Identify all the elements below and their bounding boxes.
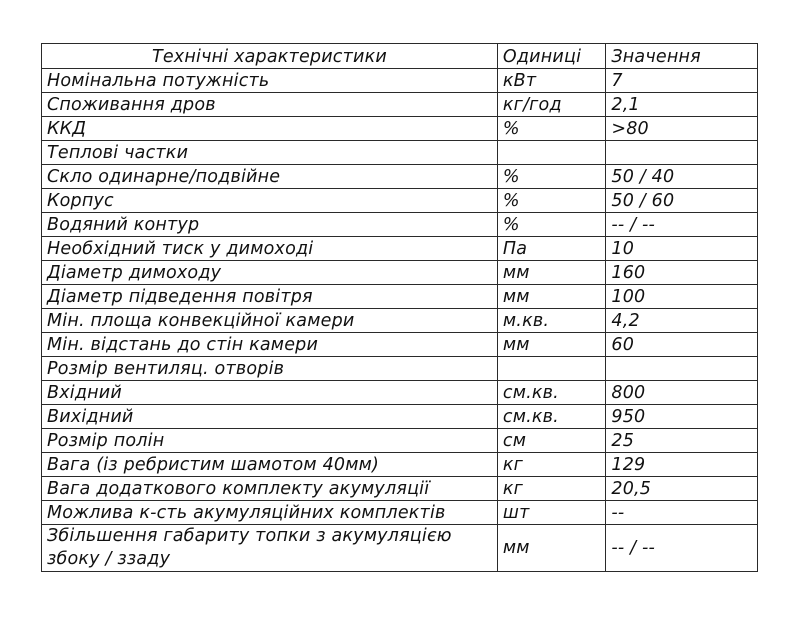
- header-parameter: Технічні характеристики: [42, 44, 498, 69]
- technical-specs-table: [41, 43, 758, 572]
- value-cell: >80: [606, 117, 758, 141]
- table-row: [42, 501, 758, 525]
- param-cell: Діаметр підведення повітря: [42, 285, 498, 309]
- param-cell: Вихідний: [42, 405, 498, 429]
- value-cell: 25: [606, 429, 758, 453]
- table-row: [42, 117, 758, 141]
- param-cell: Вхідний: [42, 381, 498, 405]
- value-cell: 800: [606, 381, 758, 405]
- unit-cell: [497, 357, 605, 381]
- param-cell: Скло одинарне/подвійне: [42, 165, 498, 189]
- unit-cell: шт: [497, 501, 605, 525]
- value-cell: 60: [606, 333, 758, 357]
- unit-cell: %: [497, 213, 605, 237]
- unit-cell: мм: [497, 285, 605, 309]
- header-unit: Одиниці: [497, 44, 605, 69]
- unit-cell: %: [497, 189, 605, 213]
- unit-cell: мм: [497, 261, 605, 285]
- param-cell: [42, 525, 498, 572]
- table-row-section: [42, 357, 758, 381]
- param-cell: Корпус: [42, 189, 498, 213]
- unit-cell: м.кв.: [497, 309, 605, 333]
- value-cell: 50 / 60: [606, 189, 758, 213]
- unit-cell: мм: [497, 525, 605, 572]
- table-row: [42, 285, 758, 309]
- param-line-2: збоку / ззаду: [47, 549, 171, 569]
- table-row: [42, 237, 758, 261]
- value-cell: 129: [606, 453, 758, 477]
- unit-cell: Па: [497, 237, 605, 261]
- table-row: [42, 477, 758, 501]
- param-line-1: Збільшення габариту топки з акумуляцією: [47, 526, 452, 546]
- unit-cell: см: [497, 429, 605, 453]
- unit-cell: [497, 141, 605, 165]
- value-cell: -- / --: [606, 525, 758, 572]
- table-row: [42, 333, 758, 357]
- table-row: [42, 261, 758, 285]
- param-cell: Номінальна потужність: [42, 69, 498, 93]
- table-row: [42, 93, 758, 117]
- table-row: [42, 405, 758, 429]
- unit-cell: %: [497, 117, 605, 141]
- unit-cell: мм: [497, 333, 605, 357]
- value-cell: 4,2: [606, 309, 758, 333]
- section-label-cell: Теплові частки: [42, 141, 498, 165]
- table-row-section: [42, 141, 758, 165]
- unit-cell: кВт: [497, 69, 605, 93]
- table-row: [42, 213, 758, 237]
- table-row: [42, 381, 758, 405]
- value-cell: 2,1: [606, 93, 758, 117]
- unit-cell: %: [497, 165, 605, 189]
- value-cell: 100: [606, 285, 758, 309]
- param-cell: Вага (із ребристим шамотом 40мм): [42, 453, 498, 477]
- value-cell: [606, 141, 758, 165]
- table-row: [42, 189, 758, 213]
- value-cell: [606, 357, 758, 381]
- unit-cell: кг: [497, 453, 605, 477]
- table-header-row: [42, 44, 758, 69]
- section-label-cell: Розмір вентиляц. отворів: [42, 357, 498, 381]
- unit-cell: см.кв.: [497, 381, 605, 405]
- table-row: [42, 69, 758, 93]
- table-row: [42, 165, 758, 189]
- value-cell: 10: [606, 237, 758, 261]
- param-cell: ККД: [42, 117, 498, 141]
- param-cell: Мін. площа конвекційної камери: [42, 309, 498, 333]
- param-cell: Вага додаткового комплекту акумуляції: [42, 477, 498, 501]
- value-cell: 950: [606, 405, 758, 429]
- table-row: [42, 525, 758, 572]
- value-cell: --: [606, 501, 758, 525]
- param-cell: Мін. відстань до стін камери: [42, 333, 498, 357]
- spec-sheet: [41, 43, 758, 572]
- unit-cell: см.кв.: [497, 405, 605, 429]
- value-cell: 160: [606, 261, 758, 285]
- value-cell: 7: [606, 69, 758, 93]
- table-row: [42, 453, 758, 477]
- header-value: Значення: [606, 44, 758, 69]
- param-cell: Споживання дров: [42, 93, 498, 117]
- param-cell: Можлива к-сть акумуляційних комплектів: [42, 501, 498, 525]
- unit-cell: кг: [497, 477, 605, 501]
- param-cell: Розмір полін: [42, 429, 498, 453]
- param-cell: Діаметр димоходу: [42, 261, 498, 285]
- value-cell: -- / --: [606, 213, 758, 237]
- table-row: [42, 309, 758, 333]
- param-cell: Необхідний тиск у димоході: [42, 237, 498, 261]
- value-cell: 20,5: [606, 477, 758, 501]
- value-cell: 50 / 40: [606, 165, 758, 189]
- unit-cell: кг/год: [497, 93, 605, 117]
- param-cell: Водяний контур: [42, 213, 498, 237]
- table-row: [42, 429, 758, 453]
